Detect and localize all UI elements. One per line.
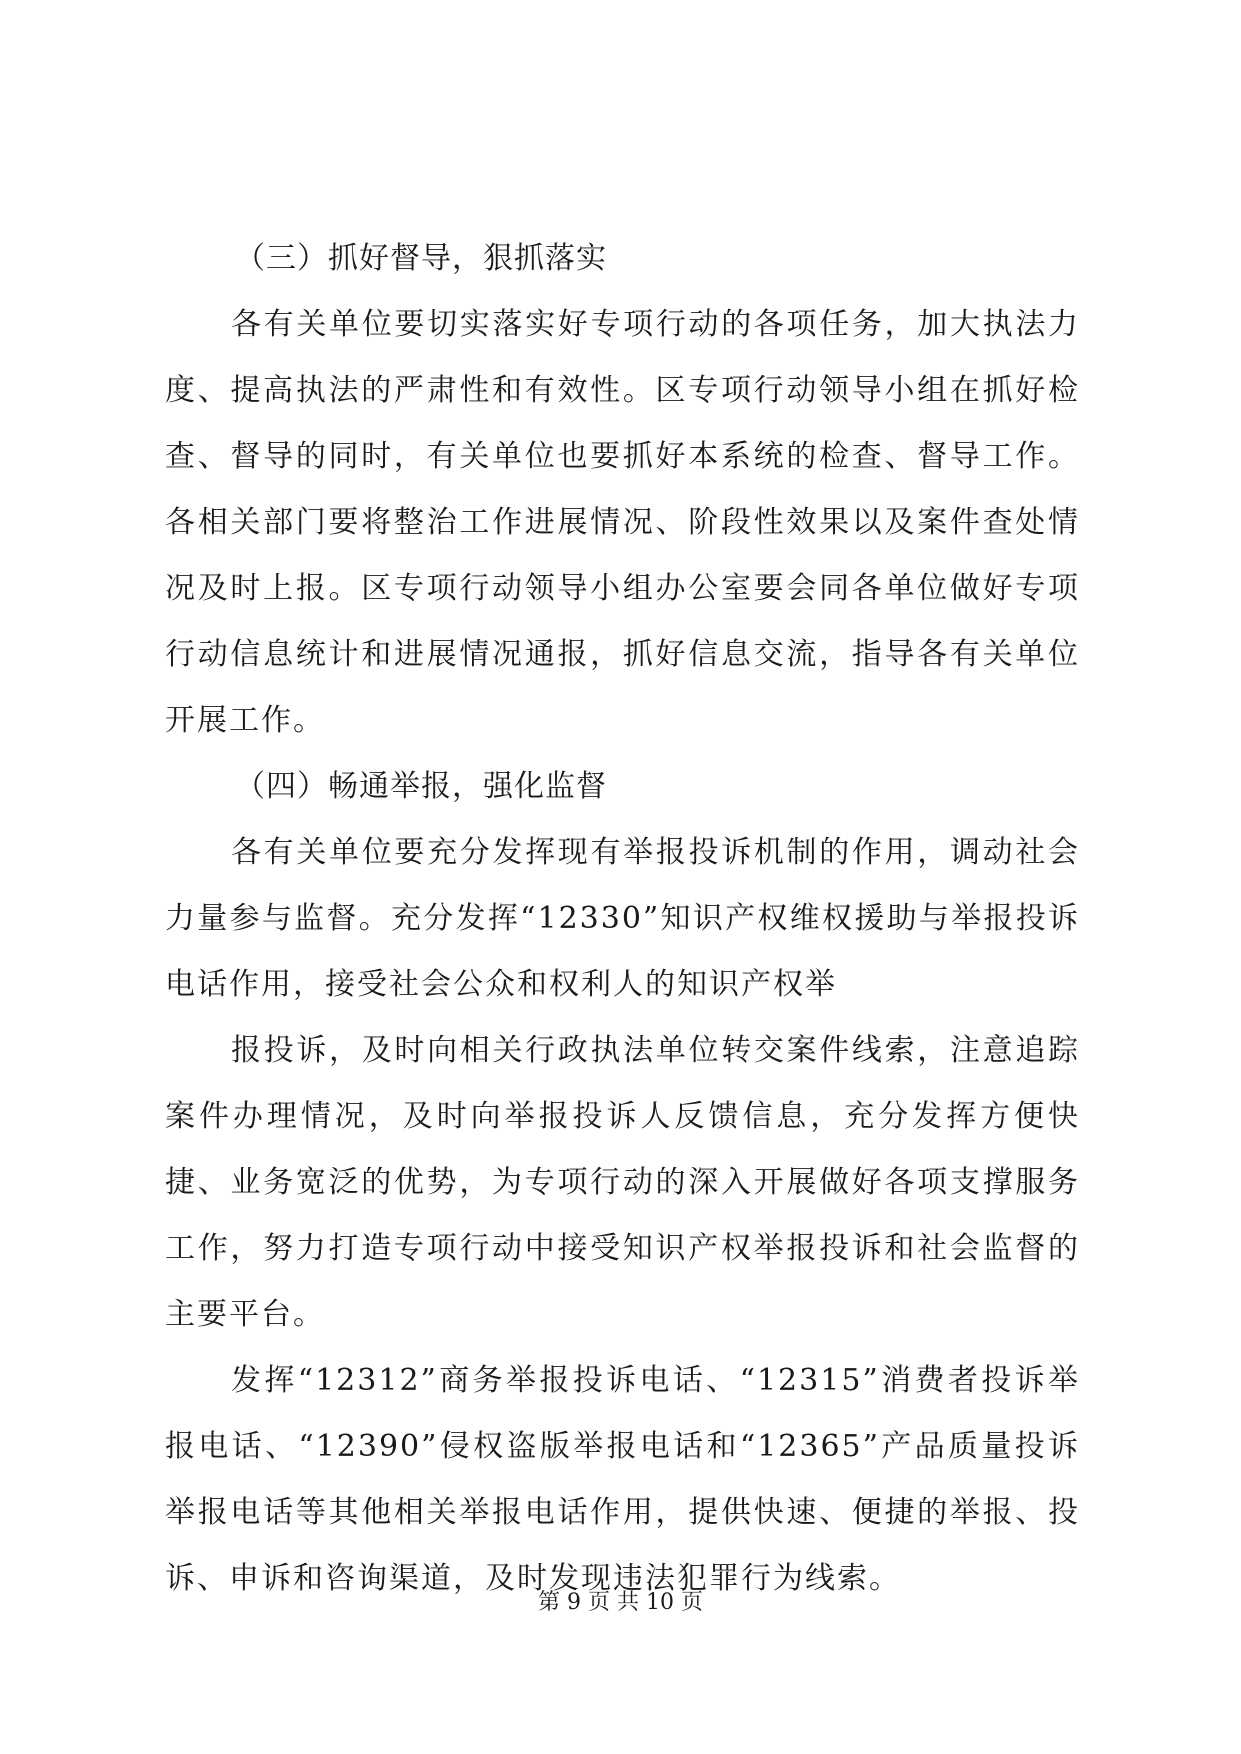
section-heading-4: （四）畅通举报，强化监督 xyxy=(235,769,607,804)
body-paragraph: 各有关单位要充分发挥现有举报投诉机制的作用，调动社会力量参与监督。充分发挥“12330”知识产权维权援助与举报投诉电话作用，接受社会公众和权利人的知识产权举 xyxy=(165,835,1080,1002)
document-body xyxy=(165,226,1080,1612)
body-paragraph: 发挥“12312”商务举报投诉电话、“12315”消费者投诉举报电话、“12390”侵权盗版举报电话和“12365”产品质量投诉举报电话等其他相关举报电话作用，提供快速、便捷的举报、投诉、申诉和咨询渠道，及时发现违法犯罪行为线索。 xyxy=(165,1363,1080,1596)
page-number-footer: 第 9 页 共 10 页 xyxy=(538,1590,703,1615)
body-paragraph: 各有关单位要切实落实好专项行动的各项任务，加大执法力度、提高执法的严肃性和有效性。区专项行动领导小组在抓好检查、督导的同时，有关单位也要抓好本系统的检查、督导工作。各相关部门要将整治工作进展情况、阶段性效果以及案件查处情况及时上报。区专项行动领导小组办公室要会同各单位做好专项行动信息统计和进展情况通报，抓好信息交流，指导各有关单位开展工作。 xyxy=(165,307,1080,738)
body-paragraph: 报投诉，及时向相关行政执法单位转交案件线索，注意追踪案件办理情况，及时向举报投诉人反馈信息，充分发挥方便快捷、业务宽泛的优势，为专项行动的深入开展做好各项支撑服务工作，努力打造专项行动中接受知识产权举报投诉和社会监督的主要平台。 xyxy=(165,1033,1080,1332)
section-heading-3: （三）抓好督导，狠抓落实 xyxy=(235,241,607,276)
